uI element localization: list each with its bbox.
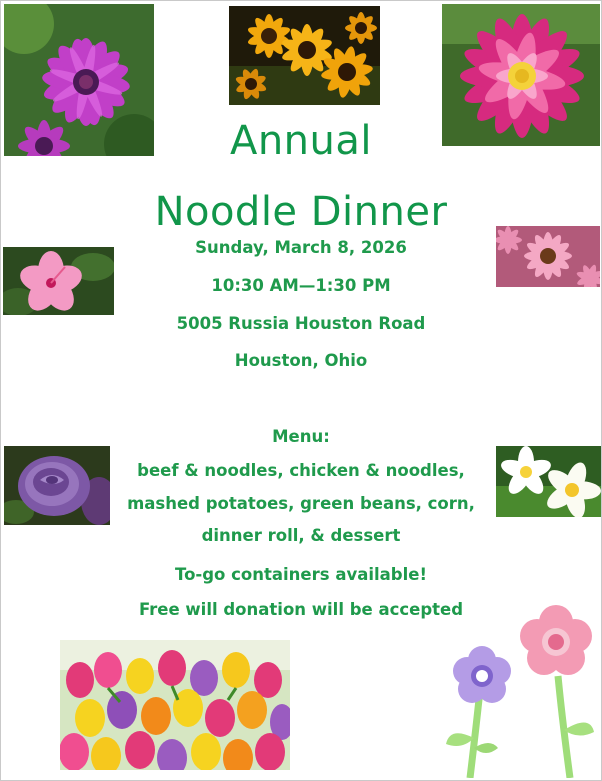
event-address: 5005 Russia Houston Road	[176, 314, 426, 333]
event-city: Houston, Ohio	[234, 351, 368, 370]
togo-note: To-go containers available!	[175, 565, 427, 584]
menu-line-1: beef & noodles, chicken & noodles,	[137, 461, 465, 480]
black-eyed-susan-photo	[229, 6, 380, 105]
event-time: 10:30 AM—1:30 PM	[211, 276, 391, 295]
tulip-bouquet-photo	[60, 640, 290, 770]
menu-line-2: mashed potatoes, green beans, corn,	[127, 494, 475, 513]
title-line-annual: Annual	[229, 118, 373, 164]
menu-line-3: dinner roll, & dessert	[201, 526, 401, 545]
purple-rose-photo	[4, 446, 110, 525]
cartoon-flowers-clipart	[440, 598, 600, 778]
event-date: Sunday, March 8, 2026	[195, 238, 407, 257]
menu-heading: Menu:	[272, 427, 330, 446]
donation-note: Free will donation will be accepted	[138, 600, 464, 619]
title-line-noodle-dinner: Noodle Dinner	[154, 189, 448, 235]
